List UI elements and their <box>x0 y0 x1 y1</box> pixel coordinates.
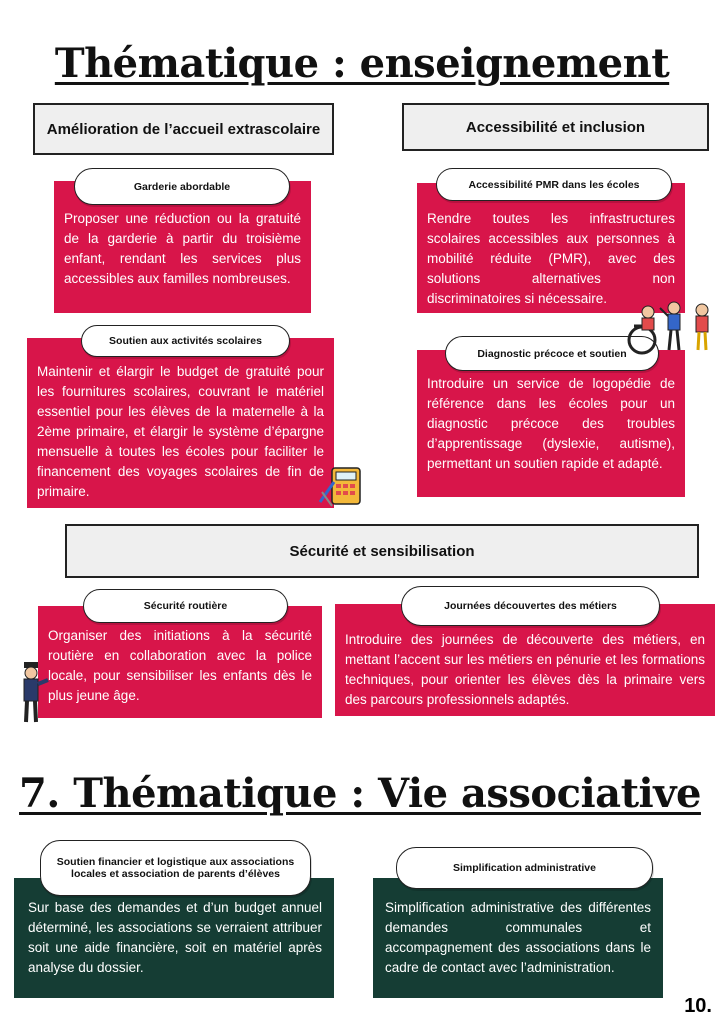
pill-simplification: Simplification administrative <box>396 847 653 889</box>
section-title-vie-associative: 7. Thématique : Vie associative <box>19 770 701 817</box>
pill-securite-routiere: Sécurité routière <box>83 589 288 623</box>
section-header-securite: Sécurité et sensibilisation <box>65 524 699 578</box>
inclusion-children-icon <box>626 296 718 356</box>
card-diagnostic <box>417 350 685 497</box>
card-soutien-financier-text: Sur base des demandes et d’un budget annuel déterminé, les associations se verraient attribuer soit une aide financière, soit en matériel après analyse du dossier. <box>28 900 322 975</box>
card-activites <box>27 338 334 508</box>
card-simplification-text: Simplification administrative des différentes demandes communales et accompagnement des associations dans le cadre de contact avec l’administration. <box>385 900 651 975</box>
card-simplification <box>373 878 663 998</box>
pill-metiers: Journées découvertes des métiers <box>401 586 660 626</box>
page-title: Thématique : enseignement <box>54 40 670 87</box>
card-activites-text: Maintenir et élargir le budget de gratuité pour les fournitures scolaires, couvrant le matériel essentiel pour les élèves de la maternelle à la 2ème primaire, et élargir le système d’épargne mensuelle à toutes les écoles pour faciliter le financement des voyages scolaires de fin de primaire. <box>37 364 324 499</box>
card-securite-routiere-text: Organiser des initiations à la sécurité routière en collaboration avec la police locale, pour sensibiliser les enfants dès le plus jeune âge. <box>48 628 312 703</box>
pill-pmr: Accessibilité PMR dans les écoles <box>436 168 672 201</box>
card-metiers-text: Introduire des journées de découverte des métiers, en mettant l’accent sur les métiers en pénurie et les formations techniques, pour orienter les élèves dès la primaire vers des parcours professionnels adaptés. <box>345 632 705 707</box>
section-header-accueil: Amélioration de l’accueil extrascolaire <box>33 103 334 155</box>
pill-garderie: Garderie abordable <box>74 168 290 205</box>
pill-soutien-financier: Soutien financier et logistique aux associations locales et association de parents d’élèves <box>40 840 311 896</box>
calculator-school-supplies-icon <box>318 462 364 508</box>
card-pmr <box>417 183 685 313</box>
card-diagnostic-text: Introduire un service de logopédie de référence dans les écoles pour un diagnostic précoce des troubles d’apprentissage (dyslexie, autisme), permettant un soutien rapide et adapté. <box>427 376 675 471</box>
pill-activites: Soutien aux activités scolaires <box>81 325 290 357</box>
card-garderie-text: Proposer une réduction ou la gratuité de la garderie à partir du troisième enfant, rendant les services plus accessibles aux familles nombreuses. <box>64 211 301 286</box>
page-number: 10. <box>684 995 712 1017</box>
section-header-accessibilite: Accessibilité et inclusion <box>402 103 709 151</box>
card-soutien-financier <box>14 878 334 998</box>
card-pmr-text: Rendre toutes les infrastructures scolaires accessibles aux personnes à mobilité réduite (PMR), avec des solutions alternatives non discriminatoires si nécessaire. <box>427 211 675 306</box>
pill-diagnostic: Diagnostic précoce et soutien <box>445 336 659 371</box>
traffic-police-officer-icon <box>14 660 50 724</box>
